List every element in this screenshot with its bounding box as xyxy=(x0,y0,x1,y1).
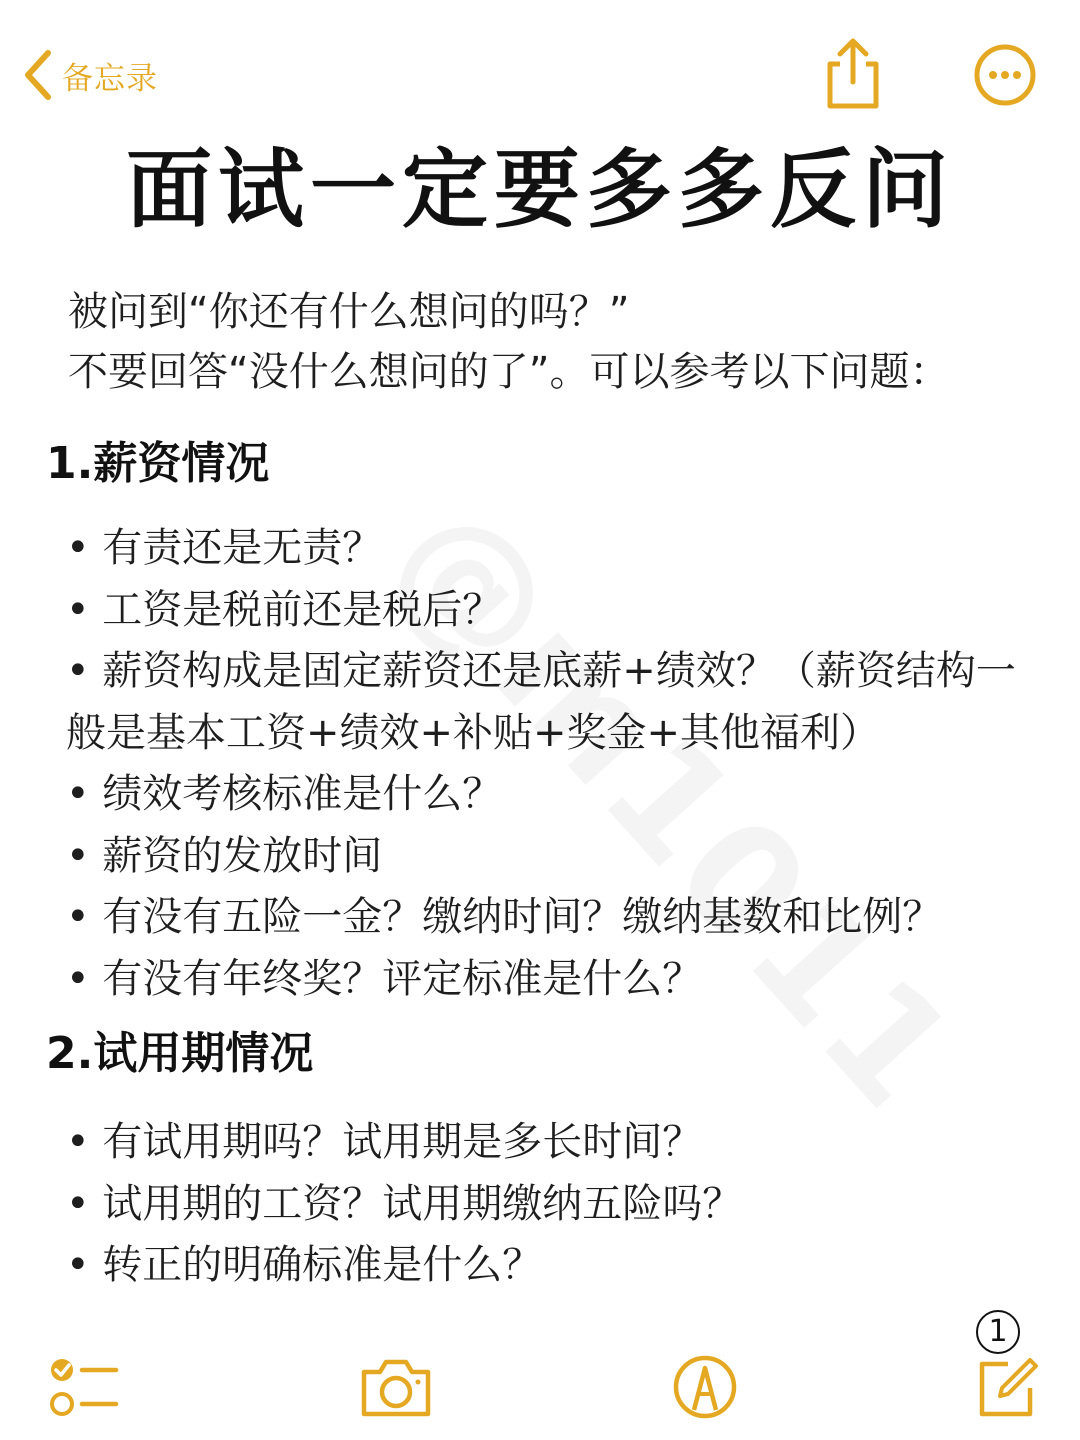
navigation-bar xyxy=(0,0,1080,140)
back-label: 备忘录 xyxy=(62,60,158,97)
more-button[interactable] xyxy=(972,42,1038,108)
section-heading-salary: 1.薪资情况 xyxy=(46,438,270,489)
salary-question-list xyxy=(66,518,1026,1010)
list-item: • 绩效考核标准是什么？ xyxy=(66,771,503,817)
list-item: • 试用期的工资？试用期缴纳五险吗？ xyxy=(66,1180,743,1227)
back-button[interactable] xyxy=(22,40,158,110)
list-item: • 薪资构成是固定薪资还是底薪+绩效？（薪资结构一般是基本工资+绩效+补贴+奖金+其他福利） xyxy=(66,648,1016,756)
note-title: 面试一定要多多反问 xyxy=(126,140,954,240)
list-item: • 工资是税前还是税后？ xyxy=(66,586,503,633)
page-number-badge: 1 xyxy=(976,1310,1020,1354)
intro-line: 不要回答“没什么想问的了”。可以参考以下问题： xyxy=(68,349,950,395)
share-icon xyxy=(820,36,886,112)
compose-button[interactable] xyxy=(974,1354,1040,1424)
chevron-left-icon xyxy=(22,49,54,101)
camera-button[interactable] xyxy=(358,1356,434,1424)
checklist-button[interactable] xyxy=(48,1354,120,1424)
list-item: • 薪资的发放时间 xyxy=(66,832,383,879)
markup-button[interactable] xyxy=(672,1354,738,1424)
list-item: • 有责还是无责？ xyxy=(66,525,383,571)
intro-text xyxy=(68,282,1058,402)
list-item: • 有没有五险一金？缴纳时间？缴纳基数和比例？ xyxy=(66,894,943,940)
list-item: • 有没有年终奖？评定标准是什么？ xyxy=(66,955,703,1002)
list-item: • 有试用期吗？试用期是多长时间？ xyxy=(66,1119,703,1165)
camera-icon xyxy=(358,1356,434,1420)
section-heading-probation: 2.试用期情况 xyxy=(46,1028,314,1079)
compose-icon xyxy=(974,1354,1040,1420)
share-button[interactable] xyxy=(820,36,886,112)
intro-line: 被问到“你还有什么想问的吗？” xyxy=(68,289,630,335)
more-icon xyxy=(972,42,1038,108)
list-item: • 转正的明确标准是什么？ xyxy=(66,1242,543,1288)
checklist-icon xyxy=(48,1354,120,1420)
probation-question-list xyxy=(66,1112,1026,1297)
markup-pen-icon xyxy=(672,1354,738,1420)
bottom-toolbar xyxy=(0,1300,1080,1440)
